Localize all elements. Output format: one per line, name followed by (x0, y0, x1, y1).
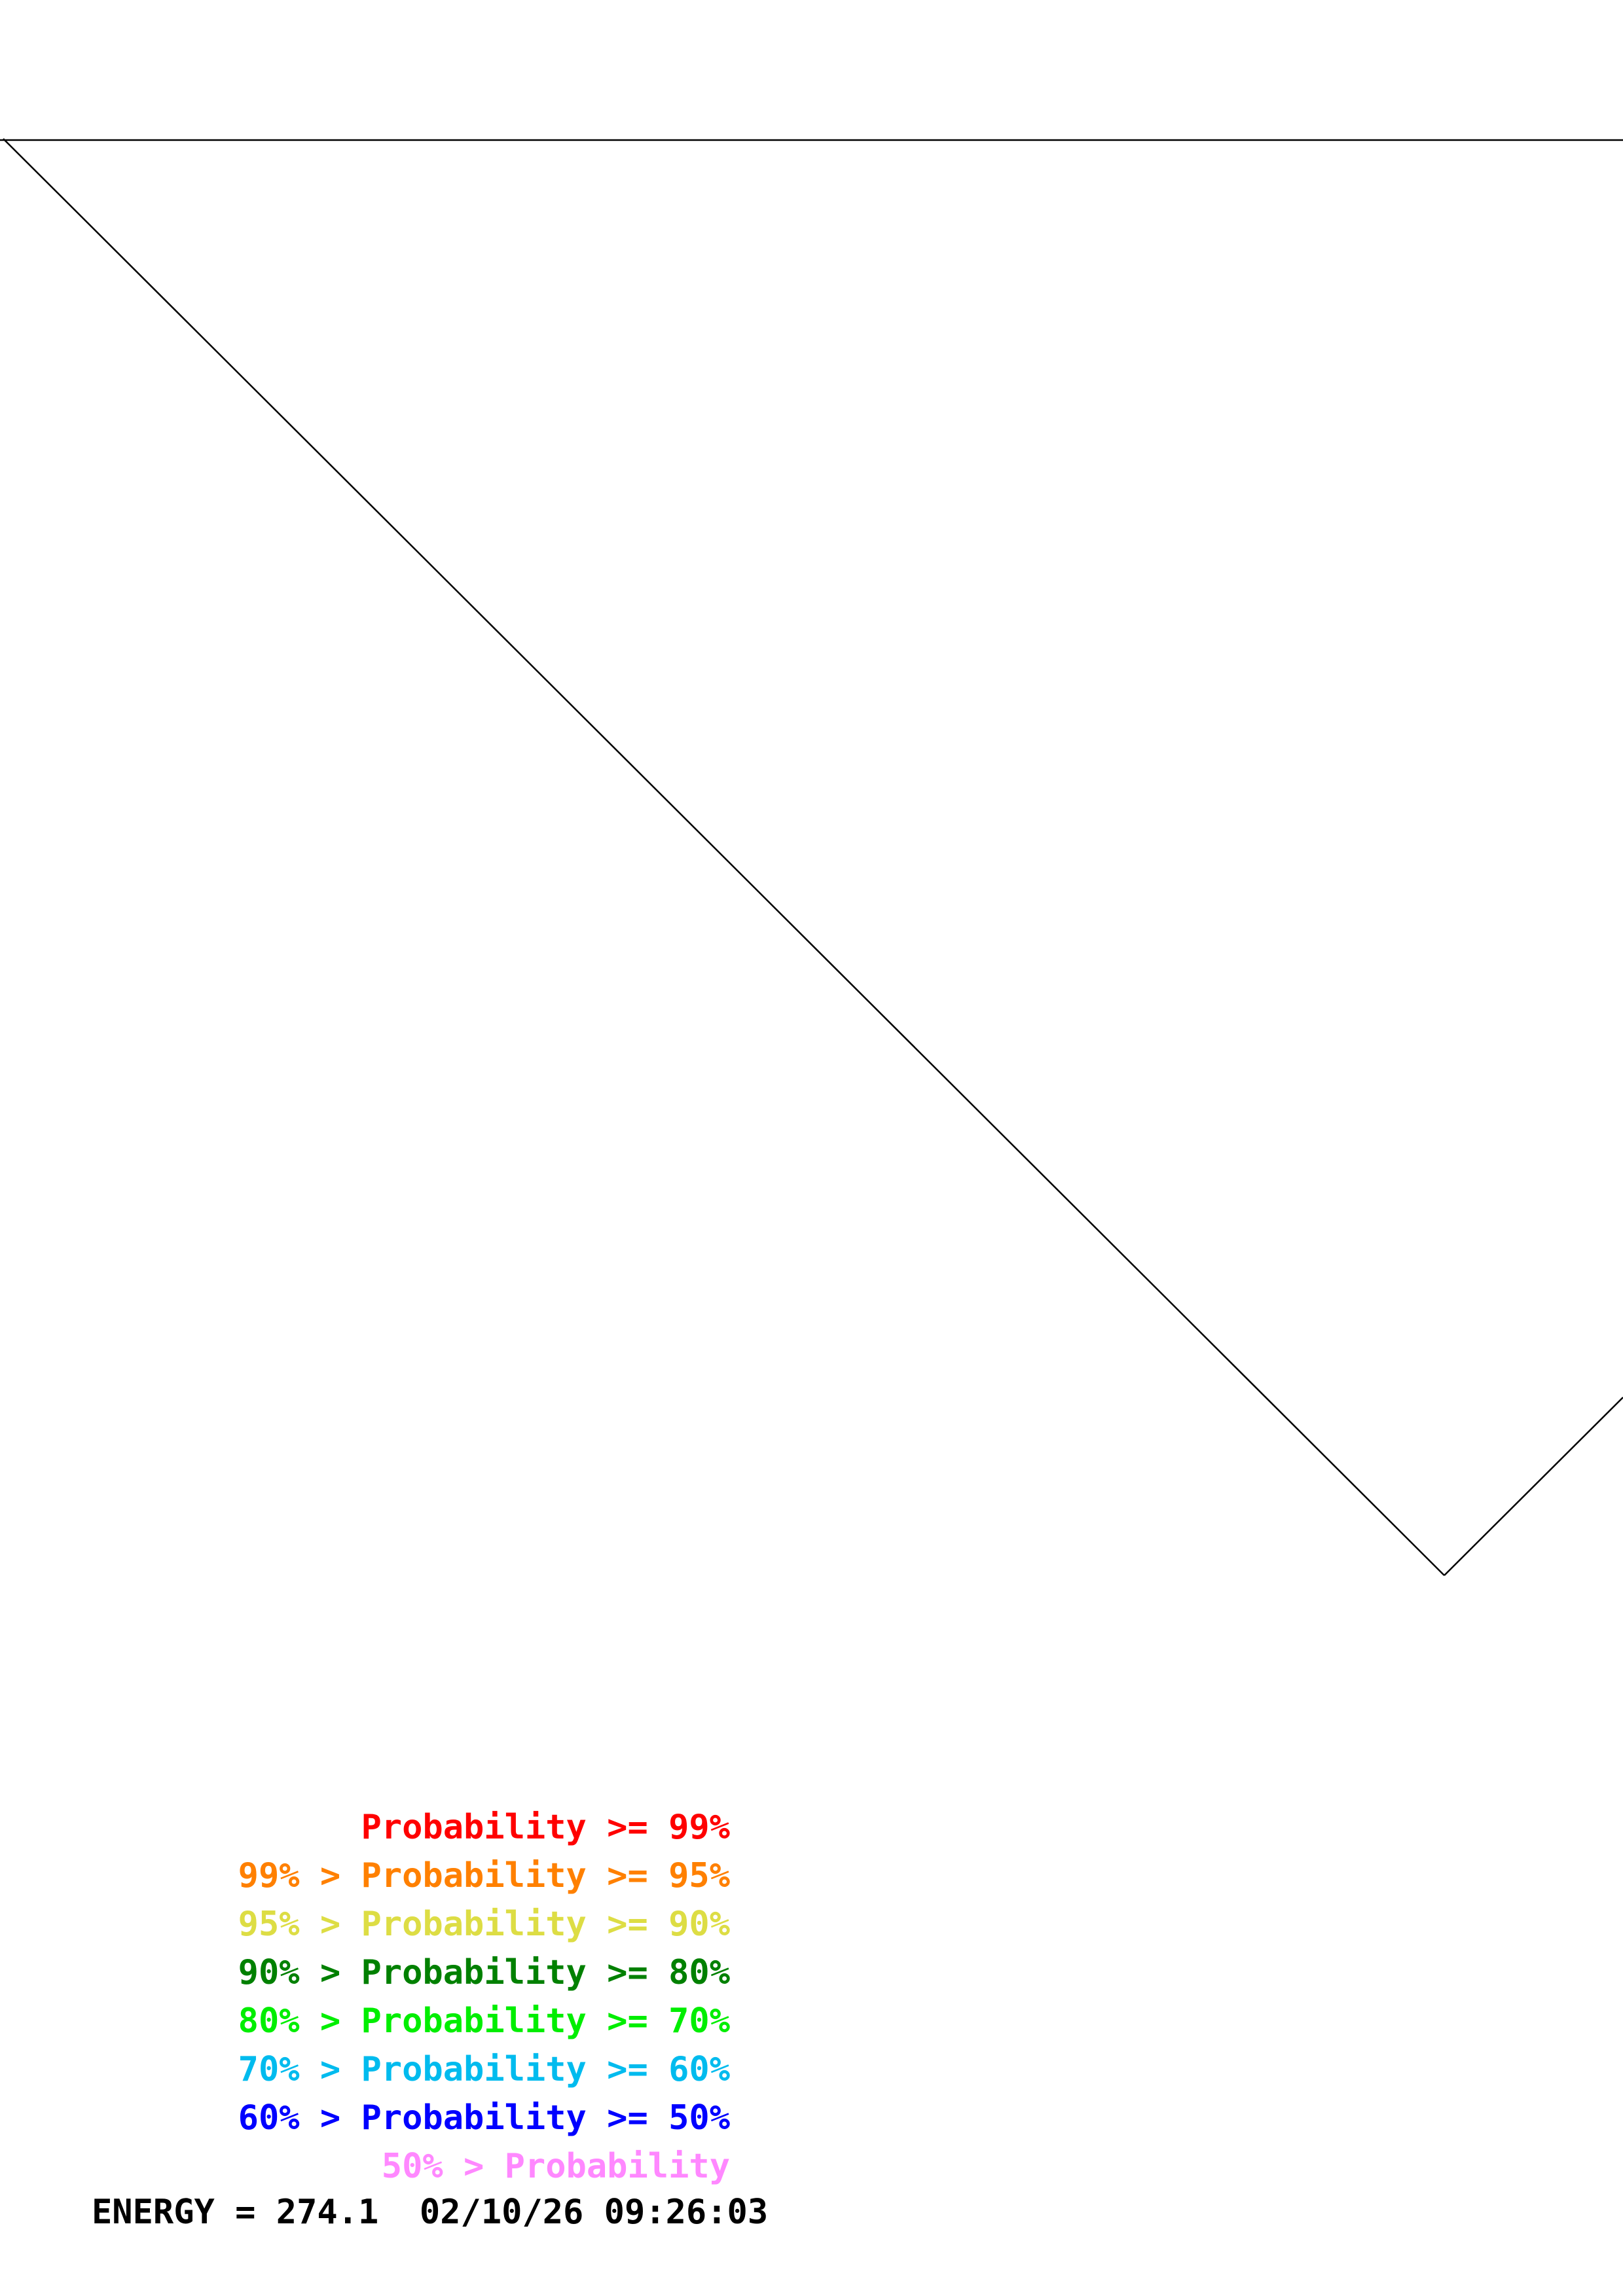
legend-50-60: 60% > Probability >= 50% (238, 2098, 730, 2138)
legend-70-80: 80% > Probability >= 70% (238, 2001, 730, 2041)
energy-timestamp-footer: ENERGY = 274.1 02/10/26 09:26:03 (92, 2193, 769, 2232)
legend-lt-50: 50% > Probability (381, 2147, 730, 2186)
legend-90-95: 95% > Probability >= 90% (238, 1905, 730, 1944)
legend-ge-99: Probability >= 99% (361, 1808, 730, 1847)
probability-legend (98, 1803, 753, 2191)
legend-80-90: 90% > Probability >= 80% (238, 1953, 730, 1992)
diagonal-ascending-line (1444, 1397, 1623, 1575)
legend-95-99: 99% > Probability >= 95% (238, 1856, 730, 1895)
diagonal-descending-line (3, 139, 1444, 1575)
legend-60-70: 70% > Probability >= 60% (238, 2050, 730, 2089)
